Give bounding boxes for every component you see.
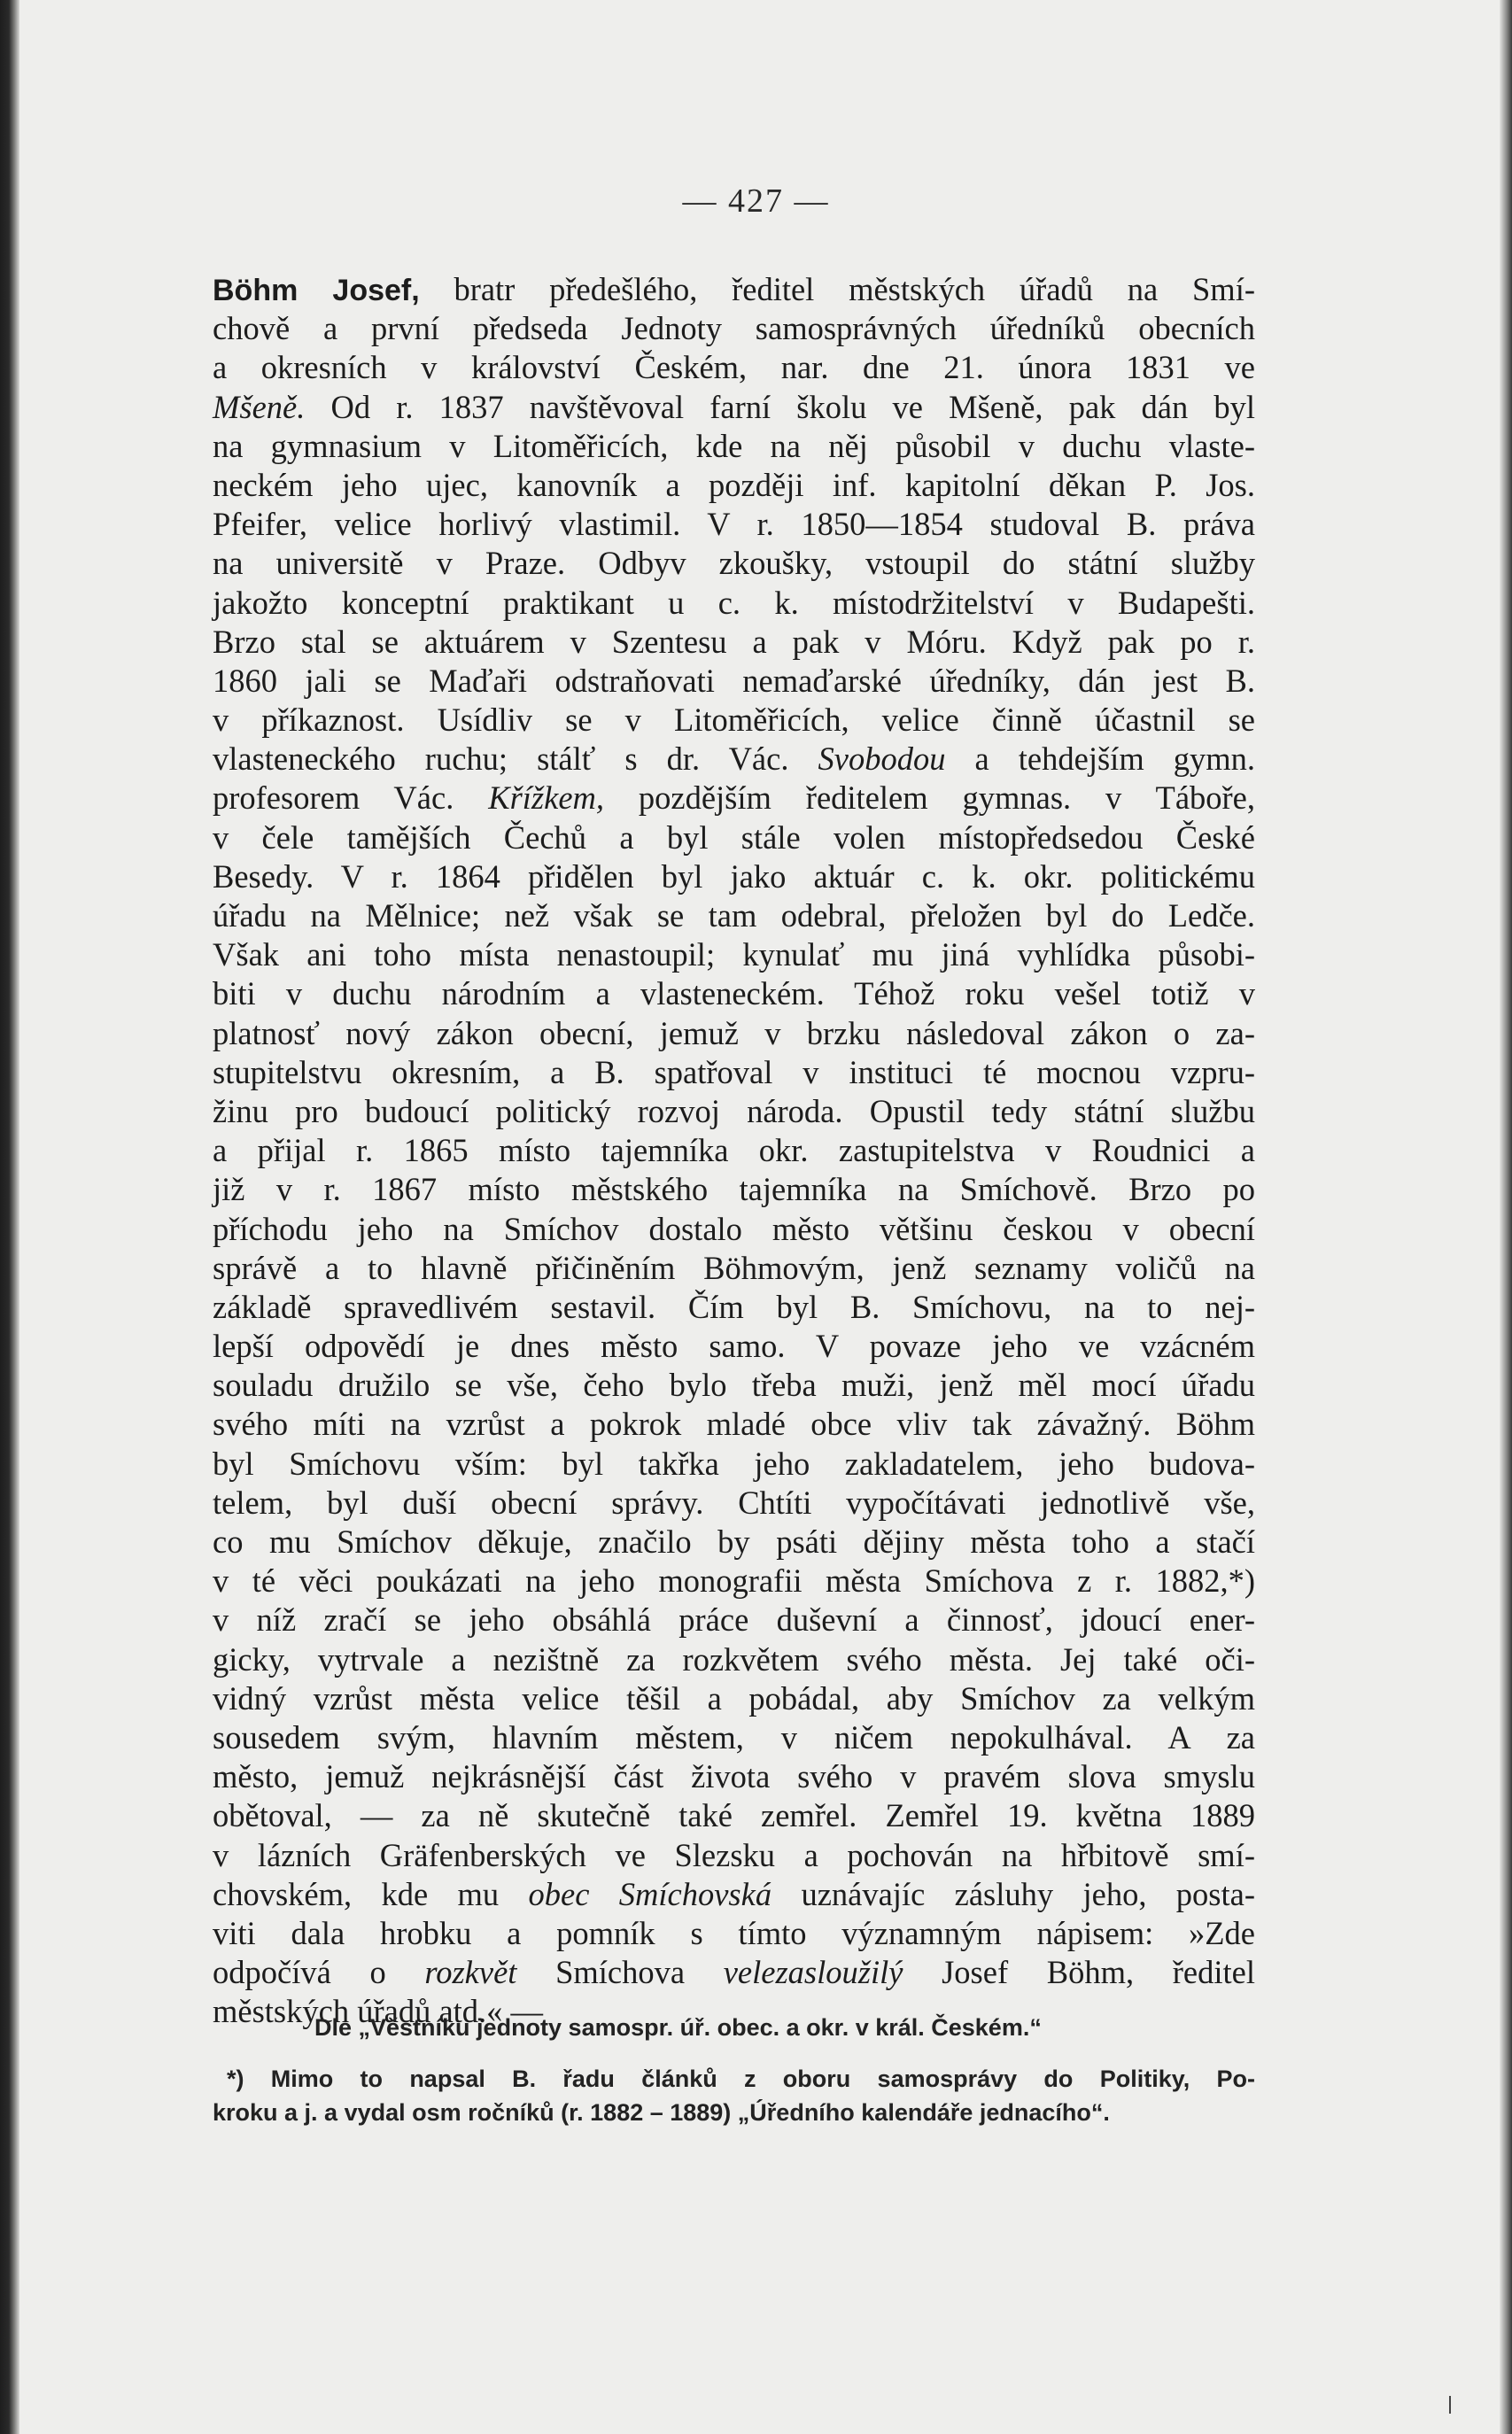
text-line: lepší odpovědí je dnes město samo. V povaze jeho ve vzácném (213, 1328, 1255, 1365)
text-line: byl Smíchovu vším: byl takřka jeho zakladatelem, jeho budova- (213, 1445, 1255, 1482)
text-line: biti v duchu národním a vlasteneckém. Téhož roku vešel totiž v (213, 975, 1255, 1012)
text-line: Besedy. V r. 1864 přidělen byl jako aktuár c. k. okr. politickému (213, 857, 1255, 895)
text-line: profesorem Vác. Křížkem, pozdějším ředitelem gymnas. v Táboře, (213, 779, 1256, 817)
text-line: gicky, vytrvale a nezištně za rozkvětem svého města. Jej také oči- (213, 1640, 1255, 1678)
entry-name: Böhm Josef, (213, 274, 420, 307)
footnote-line: *) Mimo to napsal B. řadu článků z oboru samosprávy do Politiky, Po- (227, 2066, 1255, 2092)
text-line: na universitě v Praze. Odbyv zkoušky, vstoupil do státní služby (213, 545, 1255, 582)
text-line: vlasteneckého ruchu; stálť s dr. Vác. Svobodou a tehdejším gymn. (213, 740, 1256, 778)
page-number: — 427 — (682, 182, 830, 220)
text-line: Mšeně. Od r. 1837 navštěvoval farní školu ve Mšeně, pak dán byl (213, 388, 1256, 425)
text-line: odpočívá o rozkvět Smíchova velezasloužilý Josef Böhm, ředitel (213, 1954, 1256, 1991)
text-line: žinu pro budoucí politický rozvoj národa. Opustil tedy státní službu (213, 1092, 1255, 1129)
biography-text (213, 270, 1255, 2031)
text-line: na gymnasium v Litoměřicích, kde na něj působil v duchu vlaste- (213, 427, 1255, 464)
text-line: v příkaznost. Usídliv se v Litoměřicích, velice činně účastnil se (213, 702, 1255, 739)
text-line: příchodu jeho na Smíchov dostalo město většinu českou v obecní (213, 1210, 1255, 1247)
text-line: již v r. 1867 místo městského tajemníka na Smíchově. Brzo po (213, 1171, 1255, 1208)
text-line: co mu Smíchov děkuje, značilo by psáti dějiny města toho a stačí (213, 1523, 1255, 1560)
text-line: 1860 jali se Maďaři odstraňovati nemaďarské úředníky, dán jest B. (213, 662, 1255, 699)
text-line: obětoval, — za ně skutečně také zemřel. Zemřel 19. května 1889 (213, 1797, 1255, 1834)
text-line: platnosť nový zákon obecní, jemuž v brzku následoval zákon o za- (213, 1014, 1255, 1051)
text-line: telem, byl duší obecní správy. Chtíti vypočítávati jednotlivě vše, (213, 1484, 1255, 1521)
text-line: v té věci poukázati na jeho monografii města Smíchova z r. 1882,*) (213, 1562, 1255, 1600)
text-line: městských úřadů atd.« — (213, 1993, 544, 2030)
text-line: svého míti na vzrůst a pokrok mladé obce vliv tak závažný. Böhm (213, 1406, 1255, 1443)
text-line: stupitelstvu okresním, a B. spatřoval v instituci té mocnou vzpru- (213, 1053, 1255, 1090)
source-note: Dle „Věstníku jednoty samospr. úř. obec. a okr. v král. Českém.“ (314, 2014, 1042, 2041)
footnote-line: kroku a j. a vydal osm ročníků (r. 1882 – 1889) „Úředního kalendáře jednacího“. (213, 2099, 1110, 2126)
footnote (213, 2062, 1255, 2129)
text-line: viti dala hrobku a pomník s tímto významným nápisem: »Zde (213, 1914, 1255, 1951)
text-line: Böhm Josef, bratr předešlého, ředitel městských úřadů na Smí- (213, 271, 1255, 307)
text-line: v lázních Gräfenberských ve Slezsku a pochován na hřbitově smí- (213, 1836, 1255, 1873)
text-line: neckém jeho ujec, kanovník a později inf. kapitolní děkan P. Jos. (213, 466, 1255, 503)
text-line: v čele tamějších Čechů a byl stále volen místopředsedou České (213, 818, 1255, 856)
text-line: sousedem svým, hlavním městem, v ničem nepokulhával. A za (213, 1718, 1255, 1756)
text-line: město, jemuž nejkrásnější část života svého v pravém slova smyslu (213, 1758, 1255, 1795)
text-line: úřadu na Mělnice; než však se tam odebral, přeložen byl do Ledče. (213, 897, 1255, 934)
text-line: a okresních v království Českém, nar. dne 21. února 1831 ve (213, 349, 1255, 386)
text-line: a přijal r. 1865 místo tajemníka okr. zastupitelstva v Roudnici a (213, 1132, 1255, 1169)
text-line: Brzo stal se aktuárem v Szentesu a pak v Móru. Když pak po r. (213, 623, 1255, 660)
text-line: jakožto konceptní praktikant u c. k. místodržitelství v Budapešti. (213, 584, 1255, 621)
text-line: souladu družilo se vše, čeho bylo třeba muži, jenž měl mocí úřadu (213, 1367, 1255, 1404)
text-line: Však ani toho místa nenastoupil; kynulať mu jiná vyhlídka působi- (213, 936, 1255, 973)
text-line: základě spravedlivém sestavil. Čím byl B. Smíchovu, na to nej- (213, 1288, 1255, 1325)
page-edge-shadow (1500, 0, 1512, 2434)
text-line: Pfeifer, velice horlivý vlastimil. V r. 1850—1854 studoval B. práva (213, 506, 1255, 543)
text-line: chově a první předseda Jednoty samosprávných úředníků obecních (213, 310, 1255, 347)
text-line: v níž zračí se jeho obsáhlá práce duševní a činnosť, jdoucí ener- (213, 1601, 1255, 1639)
text-line: správě a to hlavně přičiněním Böhmovým, jenž seznamy voličů na (213, 1249, 1255, 1286)
text-line: chovském, kde mu obec Smíchovská uznávajíc zásluhy jeho, posta- (213, 1875, 1256, 1912)
text-line: vidný vzrůst města velice těšil a pobádal, aby Smíchov za velkým (213, 1679, 1255, 1717)
book-spine-shadow (0, 0, 19, 2434)
scan-mark (1449, 2396, 1451, 2414)
